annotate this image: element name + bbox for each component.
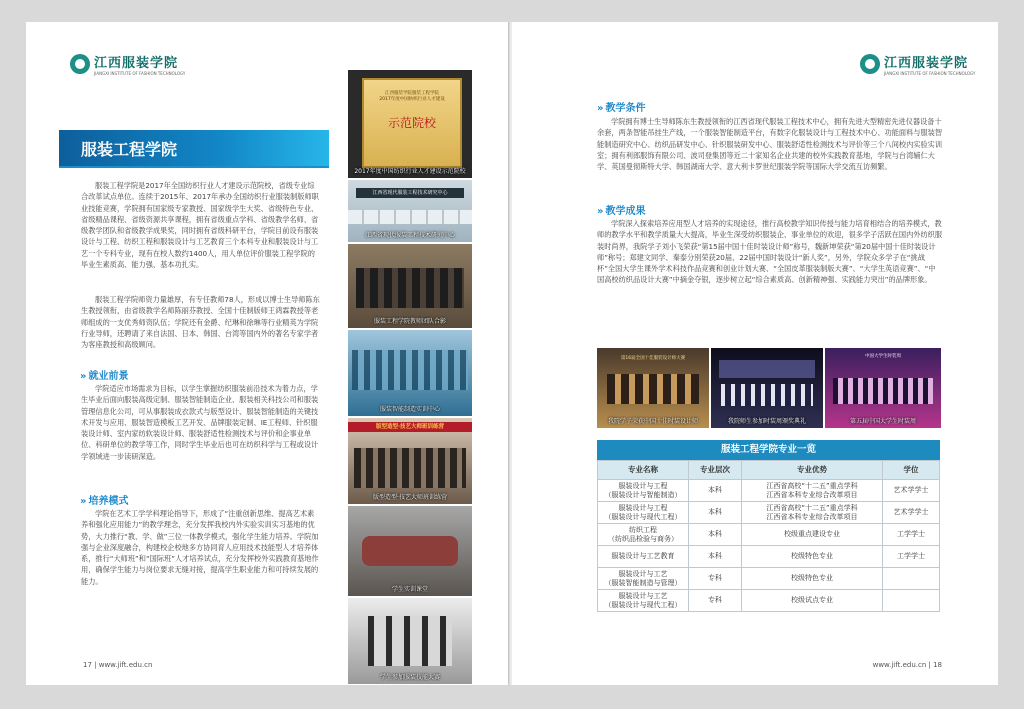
photo-classroom [348, 506, 472, 596]
table-header-row [598, 461, 940, 480]
photo-research-center: 江西省现代服装工程技术研究中心 江西省现代服装工程技术研究中心 [348, 180, 472, 242]
double-chevron-icon: » [597, 206, 604, 217]
majors-table-title: 服装工程学院专业一览 [597, 440, 940, 460]
column-header: 学位 [883, 461, 940, 480]
table-row: 服装设计与工艺 （服装设计与现代工程） 专科 校级试点专业 [598, 590, 940, 612]
table-row: 服装设计与工艺教育 本科 校级特色专业 工学学士 [598, 546, 940, 568]
training-paragraph: 学院在艺术工学学科理论指导下，形成了“注重创新思维、提高艺术素养和强化应用能力”的教学理念，充分发挥我校内外实验实训实习基地的优势，大力推行“教、学、做”三位一体教学模式，强化学生能力培养。学院加强与企业深度融合，构建校企校地多方协同育人应用技术技能型人才培养体系，推行“大师班”和“国际班”人才培养试点，充分发挥校外实践教育基地作用，确保学生能力与岗位要求无缝对接，提高学生职业能力和可持续发展的能力。 [81, 509, 319, 586]
school-logo [70, 52, 185, 76]
section-heading-results: » 教学成果 [597, 206, 646, 217]
left-footer: 17 | www.jift.edu.cn [83, 661, 153, 669]
photo-caption: 学生实训课堂 [391, 586, 428, 593]
photo-competition [348, 598, 472, 684]
left-page [26, 22, 512, 685]
intro-paragraph-1: 服装工程学院是2017年全国纺织行业人才建设示范院校，省级专业综合改革试点单位。连续于2015年、2017年承办全国纺织行业服装制版师职业技能竞赛，学院拥有国家级专家教授、国家级学生大奖、省级特色专业、省级精品课程、省级资源共享课程，拥有省级重点学科、省级教学名师、省级教学团队和省级教学成果奖，同时拥有省级科研平台，学院目前设有服装设计与工程、纺织工程和服装设计与工艺教育三个本科专业和服装设计与工艺一个专科专业，现有在校人数约1400人，用人单位评价服装工程学院的毕业生素质高、能力强、基本功扎实。 [81, 181, 319, 270]
double-chevron-icon: » [597, 103, 604, 114]
photo-award-ceremony [711, 348, 823, 428]
photo-master-class: 版型造型·技艺大师班训练营 版型造型·技艺大师班训练营 [348, 418, 472, 504]
photo-caption: 我院学子荣获中国十佳时装设计师 [607, 418, 698, 425]
website: www.jift.edu.cn [872, 661, 927, 669]
photo-award-plaque: 江西服装学院服装工程学院 2017年度中国纺织行业人才建设 示范院校 2017年度中国纺织行业人才建设示范院校 [348, 70, 472, 178]
employment-paragraph: 学院适应市场需求为目标，以学生掌握纺织服装前沿技术为着力点，学生毕业后面向服装高级定制、服装智能制造企业、服装相关科技公司和服装管理信息化公司，可从事服装成衣款式与版型设计、服装智能制造的关键技术开发与应用、服装智造模板工艺开发、品牌服装定制、IE工程师、针织服装设计师、室内家纺软装设计师、服装舒适性检测技术与评价和企事业单位、科研单位的教学等工作，同时学生毕业后也可在纺织科学与工程或设计学领域进一步读研深造。 [81, 384, 319, 461]
right-page [512, 22, 998, 685]
page-number: 18 [933, 661, 942, 669]
page-title-bar [59, 130, 329, 166]
photo-caption: 学生参加服装技能大赛 [379, 674, 440, 681]
double-chevron-icon: » [80, 371, 87, 382]
majors-table [597, 460, 940, 612]
photo-caption: 第五届中国大学生时装周 [849, 418, 916, 425]
column-header: 专业层次 [689, 461, 742, 480]
photo-teacher-team [348, 244, 472, 328]
double-chevron-icon: » [80, 496, 87, 507]
school-emblem-icon [70, 54, 90, 74]
results-paragraph: 学院深入探索培养应用型人才培养的实现途径，推行高校教学知识传授与能力培育相结合的培养模式，教师的教学水平和教学质量大大提高，毕业生深受纺织服装企、事业单位的欢迎，很多学子活跃在国内外纺织服装时尚界，我院学子刘小飞荣获“第15届中国十佳时装设计师”称号，魏新坤荣获“第20届中国十佳时装设计师”称号；郑建文同学、秦泰分别荣获20届、22届中国时装设计“新人奖”，另外，学院众多学子在“挑战杯”全国大学生课外学术科技作品竞赛和创业计划大赛、“全国皮革服装制版大赛”、“大学生英语竞赛”、“中国高校纺织品设计大赛”中摘金夺银，逐步树立起“综合素质高、创新精神强、实践能力突出”的品牌形象。 [597, 219, 943, 285]
school-logo [860, 52, 975, 76]
page-number: 17 [83, 661, 92, 669]
school-english-name: JIANGXI INSTITUTE OF FASHION TECHNOLOGY [884, 71, 976, 76]
right-footer: www.jift.edu.cn | 18 [872, 661, 942, 669]
column-header: 专业名称 [598, 461, 689, 480]
title-underline [59, 166, 329, 168]
intro-paragraph-2: 服装工程学院师资力量雄厚，有专任教师78人，形成以博士生导师陈东生教授领衔，由省级教学名师陈丽芬教授、全国十佳制版师王鸿霖教授等老师组成的一支优秀师资队伍；学院还有金爵、纪琳和徐琳等行业精英为学院行业导师，还聘请了来自法国、日本、韩国、台湾等国内外的著名专家学者为客座教授和高级顾问。 [81, 295, 320, 350]
school-name: 江西服装学院 [884, 56, 969, 71]
photo-top-ten-designer: 第16届全国十佳服装设计师大赛 我院学子荣获中国十佳时装设计师 [597, 348, 709, 428]
page-title: 服装工程学院 [81, 140, 178, 159]
school-name: 江西服装学院 [94, 56, 179, 71]
photo-caption: 服装工程学院教师团队合影 [373, 318, 446, 325]
photo-caption: 服装智能制造实训中心 [379, 406, 440, 413]
photo-fashion-week: 中国大学生时装周 第五届中国大学生时装周 [825, 348, 941, 428]
table-row: 服装设计与工程 （服装设计与现代工程） 本科 江西省高校“十二五”重点学科 江西省本科专业综合改革项目 艺术学学士 [598, 502, 940, 524]
table-row: 纺织工程 （纺织品检验与商务） 本科 校级重点建设专业 工学学士 [598, 524, 940, 546]
section-heading-employment: » 就业前景 [80, 371, 129, 382]
section-heading-conditions: » 教学条件 [597, 103, 646, 114]
table-row: 服装设计与工艺 （服装智能制造与管理） 专科 校级特色专业 [598, 568, 940, 590]
photo-caption: 江西省现代服装工程技术研究中心 [364, 232, 455, 239]
photo-caption: 版型造型·技艺大师班训练营 [373, 494, 447, 501]
photo-intelligent-manufacturing [348, 330, 472, 416]
website: www.jift.edu.cn [98, 661, 153, 669]
column-header: 专业优势 [742, 461, 883, 480]
photo-caption: 2017年度中国纺织行业人才建设示范院校 [354, 168, 466, 175]
school-english-name: JIANGXI INSTITUTE OF FASHION TECHNOLOGY [94, 71, 186, 76]
school-emblem-icon [860, 54, 880, 74]
section-heading-training: » 培养模式 [80, 496, 129, 507]
photo-caption: 我院师生参加时装周颁奖典礼 [727, 418, 806, 425]
table-row: 服装设计与工程 （服装设计与智能制造） 本科 江西省高校“十二五”重点学科 江西省本科专业综合改革项目 艺术学学士 [598, 480, 940, 502]
conditions-paragraph: 学院拥有博士生导师陈东生教授领衔的江西省现代服装工程技术中心，拥有先进大型精密先进仪器设备十余套，两条智能吊挂生产线，一个服装智能制造平台，有数字化服装设计与工程技术中心、功能面料与服装智能制造研究中心、纺织品研发中心、针织服装研发中心、服装舒适性检测技术与评价等三个八间校内实验实训室；拥有利郎服饰有限公司、波司登集团等近二十家知名企业共建的校外实践教育基地，学院与台湾辅仁大学、英国曼彻斯特大学、韩国湖南大学、意大利卡罗世纪服装学院等国际大学交流互访频繁。 [597, 117, 943, 172]
